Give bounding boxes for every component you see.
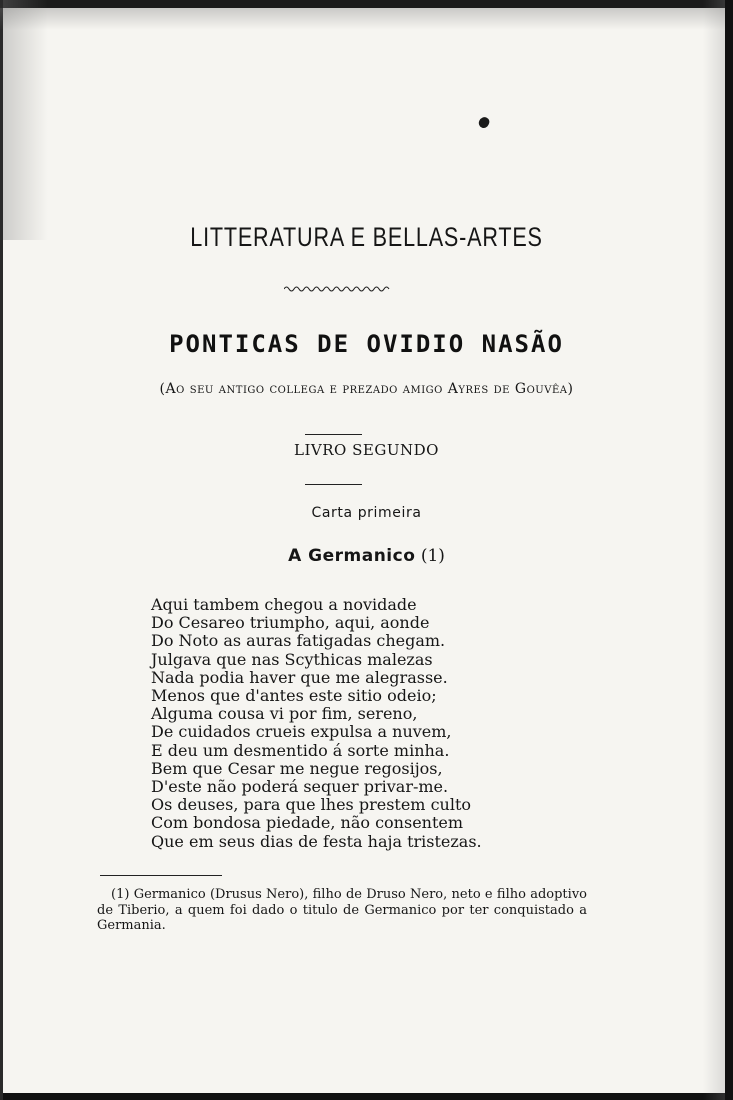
poem-line: Os deuses, para que lhes prestem culto [151,795,472,815]
poem-line: Julgava que nas Scythicas malezas [151,649,433,669]
scan-shadow-top [0,8,725,30]
poem-line: Alguma cousa vi por fim, sereno, [151,704,418,724]
main-title: PONTICAS DE OVIDIO NASÃO [169,330,564,358]
scan-border-top [0,0,733,8]
poem-line: Com bondosa piedade, não consentem [151,813,464,833]
poem-line: Menos que d'antes este sitio odeio; [151,686,437,706]
footnote-rule [100,875,222,876]
wavy-ornament [284,285,390,293]
poem-line: Aqui tambem chegou a novidade [151,595,417,614]
poem-line: Do Noto as auras fatigadas chegam. [151,631,446,651]
addressee-heading [0,546,733,566]
book-heading: LIVRO SEGUNDO [294,441,439,459]
separator-rule [305,484,362,485]
poem-line: E deu um desmentido á sorte minha. [151,740,450,760]
ink-blot [477,115,491,129]
poem-line: Do Cesareo triumpho, aqui, aonde [151,613,430,633]
poem [151,596,571,851]
dedication: (Ao seu antigo collega e prezado amigo Ayres de Gouvêa) [159,381,574,397]
poem-line: De cuidados crueis expulsa a nuvem, [151,722,452,742]
section-title: LITTERATURA E BELLAS-ARTES [190,222,543,252]
poem-line: Que em seus dias de festa haja tristezas. [151,831,482,851]
scan-border-bottom [0,1093,733,1100]
scan-shadow-left [3,0,48,240]
footnote [97,887,587,934]
poem-line: Bem que Cesar me negue regosijos, [151,758,443,778]
footnote-reference: (1) [420,546,445,566]
letter-heading: Carta primeira [311,505,422,521]
addressee-name: A Germanico [288,546,416,566]
poem-line: Nada podia haver que me alegrasse. [151,667,448,687]
footnote-text: (1) Germanico (Drusus Nero), filho de Druso Nero, neto e filho adoptivo de Tiberio, a quem foi dado o titulo de Germanico por ter conquistado a Germania. [97,887,587,933]
poem-line: D'este não poderá sequer privar-me. [151,777,449,797]
separator-rule [305,434,362,435]
